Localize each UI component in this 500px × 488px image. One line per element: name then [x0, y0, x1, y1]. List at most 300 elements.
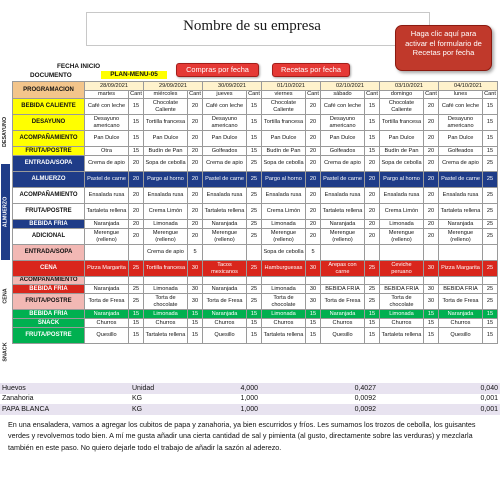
dish-cell[interactable]: Torta de Fresa: [85, 294, 129, 310]
dish-cell[interactable]: [321, 277, 365, 285]
qty-cell[interactable]: 25: [247, 220, 262, 229]
qty-cell[interactable]: 25: [129, 261, 144, 277]
qty-cell[interactable]: 20: [424, 172, 439, 188]
dish-cell[interactable]: Golfeados: [203, 147, 247, 156]
qty-cell[interactable]: [365, 277, 380, 285]
dish-cell[interactable]: Chocolate Caliente: [262, 99, 306, 115]
dish-cell[interactable]: Churros: [203, 319, 247, 328]
qty-cell[interactable]: [247, 277, 262, 285]
dish-cell[interactable]: Café con leche: [439, 99, 483, 115]
qty-cell[interactable]: 20: [365, 188, 380, 204]
ingredient-spacer: [184, 383, 206, 394]
dish-cell[interactable]: Budín de Pan: [380, 147, 424, 156]
row-label: FRUTA/POSTRE: [13, 294, 85, 310]
ingredient-total: 0,001: [480, 395, 498, 403]
qty-cell[interactable]: 15: [129, 147, 144, 156]
dish-cell[interactable]: Ceviche peruano: [380, 261, 424, 277]
ingredient-name: Huevos: [0, 383, 130, 394]
dish-cell[interactable]: Torta de chocolate: [144, 294, 188, 310]
dish-cell[interactable]: Naranjada: [85, 310, 129, 319]
dish-cell[interactable]: Otra: [85, 147, 129, 156]
qty-cell[interactable]: 15: [129, 310, 144, 319]
dish-cell[interactable]: Naranjada: [203, 220, 247, 229]
dish-cell[interactable]: Churros: [439, 319, 483, 328]
dish-cell[interactable]: Pizza Margarita: [439, 261, 483, 277]
menu-row: [13, 319, 498, 328]
dish-cell[interactable]: Limonada: [262, 285, 306, 294]
dish-cell[interactable]: Churros: [321, 319, 365, 328]
recetas-button[interactable]: Recetas por fecha: [272, 63, 350, 77]
qty-cell[interactable]: 15: [129, 115, 144, 131]
dish-cell[interactable]: Pastel de carne: [439, 172, 483, 188]
row-label: ALMUERZO: [13, 172, 85, 188]
fecha-inicio-label: FECHA INICIO: [57, 63, 101, 70]
dish-cell[interactable]: Pargo al horno: [144, 172, 188, 188]
qty-cell[interactable]: 15: [247, 310, 262, 319]
qty-cell[interactable]: 20: [188, 99, 203, 115]
qty-cell[interactable]: 30: [188, 261, 203, 277]
qty-cell[interactable]: [129, 245, 144, 261]
dish-cell[interactable]: [85, 245, 129, 261]
qty-cell[interactable]: 20: [188, 172, 203, 188]
qty-cell[interactable]: 20: [306, 156, 321, 172]
dish-cell[interactable]: Tartaleta rellena: [439, 204, 483, 220]
qty-cell[interactable]: [306, 277, 321, 285]
qty-cell[interactable]: 25: [483, 220, 498, 229]
dish-cell[interactable]: Desayuno americano: [203, 115, 247, 131]
qty-cell[interactable]: [424, 277, 439, 285]
qty-cell[interactable]: 20: [306, 229, 321, 245]
qty-cell[interactable]: 20: [129, 188, 144, 204]
qty-cell[interactable]: 15: [365, 310, 380, 319]
ingredient-qty: 4,000: [206, 383, 260, 394]
qty-cell[interactable]: 15: [247, 319, 262, 328]
qty-cell[interactable]: 15: [188, 310, 203, 319]
dish-cell[interactable]: Desayuno americano: [321, 115, 365, 131]
ingredient-unit: Unidad: [130, 383, 184, 394]
qty-cell[interactable]: 20: [424, 99, 439, 115]
qty-cell[interactable]: 25: [247, 156, 262, 172]
qty-cell[interactable]: 25: [483, 285, 498, 294]
dish-cell[interactable]: [439, 245, 483, 261]
dish-cell[interactable]: Pan Dulce: [144, 131, 188, 147]
dish-cell[interactable]: Crema de apio: [144, 245, 188, 261]
dish-cell[interactable]: Crema de apio: [321, 156, 365, 172]
qty-cell[interactable]: [247, 245, 262, 261]
dish-cell[interactable]: Pastel de carne: [321, 172, 365, 188]
dish-cell[interactable]: Tartaleta rellena: [85, 204, 129, 220]
qty-cell[interactable]: 25: [247, 294, 262, 310]
qty-cell[interactable]: 20: [129, 220, 144, 229]
dish-cell[interactable]: Budín de Pan: [262, 147, 306, 156]
dish-cell[interactable]: [144, 277, 188, 285]
dish-cell[interactable]: Pastel de carne: [203, 172, 247, 188]
menu-row: [13, 99, 498, 115]
dish-cell[interactable]: [203, 277, 247, 285]
dish-cell[interactable]: [203, 245, 247, 261]
dish-cell[interactable]: Naranjada: [439, 220, 483, 229]
cant-header: Cant: [366, 91, 378, 98]
qty-cell[interactable]: 25: [483, 229, 498, 245]
qty-cell[interactable]: 15: [483, 147, 498, 156]
dish-cell[interactable]: Ensalada rusa: [144, 188, 188, 204]
qty-cell[interactable]: 20: [188, 147, 203, 156]
dish-cell[interactable]: Naranjada: [85, 220, 129, 229]
qty-cell[interactable]: 15: [129, 99, 144, 115]
dish-cell[interactable]: Tartaleta rellena: [144, 328, 188, 344]
qty-cell[interactable]: 15: [483, 115, 498, 131]
qty-cell[interactable]: 25: [247, 172, 262, 188]
qty-cell[interactable]: 15: [483, 99, 498, 115]
dish-cell[interactable]: Golfeados: [439, 147, 483, 156]
menu-row: [13, 294, 498, 310]
ingredient-name: Zanahoria: [2, 395, 34, 403]
dish-cell[interactable]: Pargo al horno: [262, 172, 306, 188]
dish-cell[interactable]: Crema Limón: [144, 204, 188, 220]
dish-cell[interactable]: Limonada: [144, 310, 188, 319]
dish-cell[interactable]: Pan Dulce: [321, 131, 365, 147]
qty-cell[interactable]: 25: [247, 285, 262, 294]
dish-cell[interactable]: Torta de chocolate: [262, 294, 306, 310]
qty-cell[interactable]: 20: [424, 229, 439, 245]
qty-cell[interactable]: 15: [306, 319, 321, 328]
dish-cell[interactable]: Quesillo: [321, 328, 365, 344]
programacion-label: PROGRAMACION: [13, 82, 85, 99]
dish-cell[interactable]: Churros: [262, 319, 306, 328]
dish-cell[interactable]: Ensalada rusa: [262, 188, 306, 204]
dish-cell[interactable]: Sopa de cebolla: [262, 245, 306, 261]
qty-cell[interactable]: 20: [306, 220, 321, 229]
menu-row: [13, 147, 498, 156]
dish-cell[interactable]: Tartaleta rellena: [321, 204, 365, 220]
qty-cell[interactable]: 25: [483, 156, 498, 172]
dish-cell[interactable]: Hamburguesas: [262, 261, 306, 277]
qty-cell[interactable]: 30: [424, 261, 439, 277]
dish-cell[interactable]: Pastel de carne: [85, 172, 129, 188]
dish-cell[interactable]: Café con leche: [321, 99, 365, 115]
qty-cell[interactable]: 25: [365, 261, 380, 277]
menu-row: [13, 328, 498, 344]
dish-cell[interactable]: Pargo al horno: [380, 172, 424, 188]
qty-cell[interactable]: 25: [483, 294, 498, 310]
qty-cell[interactable]: 20: [188, 229, 203, 245]
qty-cell[interactable]: 15: [188, 319, 203, 328]
dish-cell[interactable]: Limonada: [144, 285, 188, 294]
dish-cell[interactable]: Crema de apio: [203, 156, 247, 172]
qty-cell[interactable]: 15: [306, 328, 321, 344]
dish-cell[interactable]: Ensalada rusa: [321, 188, 365, 204]
qty-cell[interactable]: 25: [483, 204, 498, 220]
qty-cell[interactable]: 20: [424, 156, 439, 172]
day-date: 28/09/2021: [85, 82, 144, 91]
dish-cell[interactable]: Naranjada: [85, 285, 129, 294]
qty-cell[interactable]: 25: [129, 285, 144, 294]
dish-cell[interactable]: Chocolate Caliente: [380, 99, 424, 115]
qty-cell[interactable]: 15: [129, 328, 144, 344]
dish-cell[interactable]: Merengue (relleno): [144, 229, 188, 245]
qty-cell[interactable]: 20: [188, 115, 203, 131]
recetas-callout[interactable]: Haga clic aquí para activar el formulario de Recetas por fecha: [395, 25, 492, 71]
dish-cell[interactable]: [380, 245, 424, 261]
qty-cell[interactable]: 15: [424, 310, 439, 319]
qty-cell[interactable]: 20: [188, 204, 203, 220]
menu-row: [13, 261, 498, 277]
qty-cell[interactable]: 20: [188, 188, 203, 204]
qty-cell[interactable]: 5: [188, 245, 203, 261]
qty-cell[interactable]: 20: [306, 131, 321, 147]
section-snack: SNACK: [2, 342, 9, 362]
qty-cell[interactable]: 20: [424, 204, 439, 220]
dish-cell[interactable]: Merengue (relleno): [321, 229, 365, 245]
dish-cell[interactable]: Desayuno americano: [439, 115, 483, 131]
dish-cell[interactable]: Budín de Pan: [144, 147, 188, 156]
qty-cell[interactable]: 20: [424, 188, 439, 204]
ingredient-total: 0,040: [378, 383, 500, 394]
menu-row: [13, 115, 498, 131]
qty-cell[interactable]: 30: [306, 285, 321, 294]
qty-cell[interactable]: [483, 245, 498, 261]
ingredient-qty: 1,000: [206, 404, 260, 415]
qty-cell[interactable]: 15: [129, 319, 144, 328]
dish-cell[interactable]: Torta de Fresa: [321, 294, 365, 310]
menu-grid: [12, 81, 498, 344]
dish-cell[interactable]: Crema de apio: [85, 156, 129, 172]
qty-cell[interactable]: 25: [365, 294, 380, 310]
dish-cell[interactable]: Ensalada rusa: [380, 188, 424, 204]
qty-cell[interactable]: 15: [483, 131, 498, 147]
qty-cell[interactable]: 15: [365, 131, 380, 147]
qty-cell[interactable]: 20: [424, 115, 439, 131]
compras-button[interactable]: Compras por fecha: [176, 63, 259, 77]
dish-cell[interactable]: Churros: [144, 319, 188, 328]
dish-cell[interactable]: Tartaleta rellena: [262, 328, 306, 344]
dish-cell[interactable]: Limonada: [262, 220, 306, 229]
day-name: sábado: [321, 91, 365, 99]
qty-cell[interactable]: 25: [247, 188, 262, 204]
qty-cell[interactable]: 30: [188, 285, 203, 294]
dish-cell[interactable]: Sopa de cebolla: [262, 156, 306, 172]
qty-cell[interactable]: 20: [365, 204, 380, 220]
ingredient-price: 0,4027: [260, 383, 378, 394]
dish-cell[interactable]: BEBIDA FRIA: [321, 285, 365, 294]
qty-cell[interactable]: 15: [424, 328, 439, 344]
dish-cell[interactable]: Sopa de cebolla: [380, 156, 424, 172]
menu-row: [13, 188, 498, 204]
dish-cell[interactable]: Pan Dulce: [439, 131, 483, 147]
dish-cell[interactable]: BEBIDA FRIA: [439, 285, 483, 294]
qty-cell[interactable]: 5: [306, 245, 321, 261]
dish-cell[interactable]: Sopa de cebolla: [144, 156, 188, 172]
dish-cell[interactable]: [85, 277, 129, 285]
dish-cell[interactable]: Arepas con carne: [321, 261, 365, 277]
qty-cell[interactable]: 20: [188, 156, 203, 172]
dish-cell[interactable]: Desayuno americano: [85, 115, 129, 131]
dish-cell[interactable]: Tacos mexicanos: [203, 261, 247, 277]
row-label: ADICIONAL: [13, 229, 85, 245]
qty-cell[interactable]: 15: [365, 115, 380, 131]
qty-cell[interactable]: 20: [365, 172, 380, 188]
qty-cell[interactable]: 30: [424, 285, 439, 294]
dish-cell[interactable]: Ensalada rusa: [439, 188, 483, 204]
dish-cell[interactable]: [439, 277, 483, 285]
day-date: 03/10/2021: [380, 82, 439, 91]
qty-cell[interactable]: [129, 277, 144, 285]
qty-cell[interactable]: 15: [247, 131, 262, 147]
ingredient-price: 0,0092: [354, 395, 376, 403]
qty-cell[interactable]: 20: [188, 131, 203, 147]
dish-cell[interactable]: Naranjada: [203, 310, 247, 319]
dish-cell[interactable]: [380, 277, 424, 285]
qty-cell[interactable]: 15: [365, 328, 380, 344]
dish-cell[interactable]: Naranjada: [203, 285, 247, 294]
dish-cell[interactable]: Pizza Margarita: [85, 261, 129, 277]
qty-cell[interactable]: 20: [129, 172, 144, 188]
dish-cell[interactable]: Merengue (relleno): [262, 229, 306, 245]
recipe-description: En una ensaladera, vamos a agregar los cubitos de papa y zanahoria, ya bien escurridos y fríos. Les sumamos los trozos de cebolla, los guisantes verdes y revolvemos todo bien. A mí me gusta añadir una cierta cantidad de sal y pimienta (al gusto, directamente sobre las verduras) y mezclarla también en este paso. No quiero dejarle todo el trabajo de añadir la sazón al aderezo.: [8, 420, 476, 452]
qty-cell[interactable]: 15: [188, 328, 203, 344]
dish-cell[interactable]: Tartaleta rellena: [203, 204, 247, 220]
dish-cell[interactable]: Naranjada: [321, 310, 365, 319]
qty-cell[interactable]: 15: [483, 319, 498, 328]
qty-cell[interactable]: 25: [365, 285, 380, 294]
qty-cell[interactable]: 20: [365, 220, 380, 229]
qty-cell[interactable]: 20: [306, 172, 321, 188]
menu-row: [13, 285, 498, 294]
day-name: viernes: [262, 91, 306, 99]
qty-cell[interactable]: [365, 245, 380, 261]
dish-cell[interactable]: Torta de chocolate: [380, 294, 424, 310]
header-row-days: [13, 91, 498, 99]
day-name: lunes: [439, 91, 483, 99]
qty-cell[interactable]: 20: [306, 147, 321, 156]
qty-cell[interactable]: 20: [424, 131, 439, 147]
page-title: Nombre de su empresa: [183, 18, 321, 34]
qty-cell[interactable]: 15: [365, 147, 380, 156]
dish-cell[interactable]: Naranjada: [321, 220, 365, 229]
dish-cell[interactable]: Tortilla francesa: [380, 115, 424, 131]
dish-cell[interactable]: Café con leche: [85, 99, 129, 115]
qty-cell[interactable]: [188, 277, 203, 285]
dish-cell[interactable]: Tortilla francesa: [144, 115, 188, 131]
qty-cell[interactable]: 15: [247, 328, 262, 344]
qty-cell[interactable]: 15: [365, 319, 380, 328]
qty-cell[interactable]: 30: [306, 294, 321, 310]
menu-row: [13, 229, 498, 245]
qty-cell[interactable]: 20: [129, 229, 144, 245]
row-label: SNACK: [13, 319, 85, 328]
dish-cell[interactable]: Churros: [380, 319, 424, 328]
qty-cell[interactable]: 15: [483, 328, 498, 344]
dish-cell[interactable]: Pan Dulce: [203, 131, 247, 147]
dish-cell[interactable]: Tartaleta rellena: [380, 328, 424, 344]
dish-cell[interactable]: Limonada: [380, 310, 424, 319]
dish-cell[interactable]: [321, 245, 365, 261]
qty-cell[interactable]: 15: [306, 310, 321, 319]
dish-cell[interactable]: Ensalada rusa: [85, 188, 129, 204]
qty-cell[interactable]: 25: [247, 229, 262, 245]
header-row-dates: [13, 82, 498, 91]
qty-cell[interactable]: 20: [306, 115, 321, 131]
cant-header: Cant: [248, 91, 260, 98]
dish-cell[interactable]: Limonada: [380, 220, 424, 229]
dish-cell[interactable]: Merengue (relleno): [439, 229, 483, 245]
dish-cell[interactable]: Churros: [85, 319, 129, 328]
dish-cell[interactable]: Torta de Fresa: [439, 294, 483, 310]
dish-cell[interactable]: Merengue (relleno): [85, 229, 129, 245]
dish-cell[interactable]: BEBIDA FRIA: [380, 285, 424, 294]
qty-cell[interactable]: 25: [483, 261, 498, 277]
ingredient-spacer: [184, 394, 206, 405]
qty-cell[interactable]: 20: [365, 156, 380, 172]
qty-cell[interactable]: 20: [129, 204, 144, 220]
row-label: ACOMPAÑAMIENTO: [13, 277, 85, 285]
row-label: FRUTA/POSTRE: [13, 328, 85, 344]
dish-cell[interactable]: Limonada: [144, 220, 188, 229]
dish-cell[interactable]: Limonada: [262, 310, 306, 319]
qty-cell[interactable]: 30: [306, 261, 321, 277]
qty-cell[interactable]: 15: [365, 99, 380, 115]
dish-cell[interactable]: Chocolate Caliente: [144, 99, 188, 115]
qty-cell[interactable]: 20: [129, 156, 144, 172]
dish-cell[interactable]: Tortilla francesa: [144, 261, 188, 277]
dish-cell[interactable]: Pan Dulce: [85, 131, 129, 147]
dish-cell[interactable]: Merengue (relleno): [380, 229, 424, 245]
dish-cell[interactable]: Crema de apio: [439, 156, 483, 172]
dish-cell[interactable]: Crema Limón: [262, 204, 306, 220]
qty-cell[interactable]: [424, 245, 439, 261]
qty-cell[interactable]: 20: [424, 147, 439, 156]
qty-cell[interactable]: 30: [188, 294, 203, 310]
qty-cell[interactable]: 15: [247, 99, 262, 115]
dish-cell[interactable]: Merengue (relleno): [203, 229, 247, 245]
ingredient-qty: 1,000: [240, 395, 258, 403]
dish-cell[interactable]: Quesillo: [85, 328, 129, 344]
qty-cell[interactable]: 20: [424, 220, 439, 229]
ingredient-spacer: [184, 404, 206, 415]
qty-cell[interactable]: 20: [306, 99, 321, 115]
qty-cell[interactable]: 25: [247, 261, 262, 277]
qty-cell[interactable]: 15: [483, 310, 498, 319]
dish-cell[interactable]: Ensalada rusa: [203, 188, 247, 204]
qty-cell[interactable]: 20: [188, 220, 203, 229]
qty-cell[interactable]: 25: [247, 204, 262, 220]
qty-cell[interactable]: 20: [365, 229, 380, 245]
qty-cell[interactable]: 15: [129, 131, 144, 147]
qty-cell[interactable]: 15: [247, 147, 262, 156]
day-name: domingo: [380, 91, 424, 99]
qty-cell[interactable]: 15: [424, 319, 439, 328]
dish-cell[interactable]: Quesillo: [439, 328, 483, 344]
qty-cell[interactable]: 15: [247, 115, 262, 131]
qty-cell[interactable]: [483, 277, 498, 285]
dish-cell[interactable]: Naranjada: [439, 310, 483, 319]
dish-cell[interactable]: Pan Dulce: [380, 131, 424, 147]
dish-cell[interactable]: Tortilla francesa: [262, 115, 306, 131]
dish-cell[interactable]: Quesillo: [203, 328, 247, 344]
dish-cell[interactable]: [262, 277, 306, 285]
dish-cell[interactable]: Golfeados: [321, 147, 365, 156]
qty-cell[interactable]: 20: [306, 188, 321, 204]
qty-cell[interactable]: 20: [306, 204, 321, 220]
qty-cell[interactable]: 25: [483, 188, 498, 204]
dish-cell[interactable]: Torta de Fresa: [203, 294, 247, 310]
dish-cell[interactable]: Pan Dulce: [262, 131, 306, 147]
qty-cell[interactable]: 25: [483, 172, 498, 188]
qty-cell[interactable]: 25: [129, 294, 144, 310]
dish-cell[interactable]: Crema Limón: [380, 204, 424, 220]
qty-cell[interactable]: 30: [424, 294, 439, 310]
dish-cell[interactable]: Café con leche: [203, 99, 247, 115]
